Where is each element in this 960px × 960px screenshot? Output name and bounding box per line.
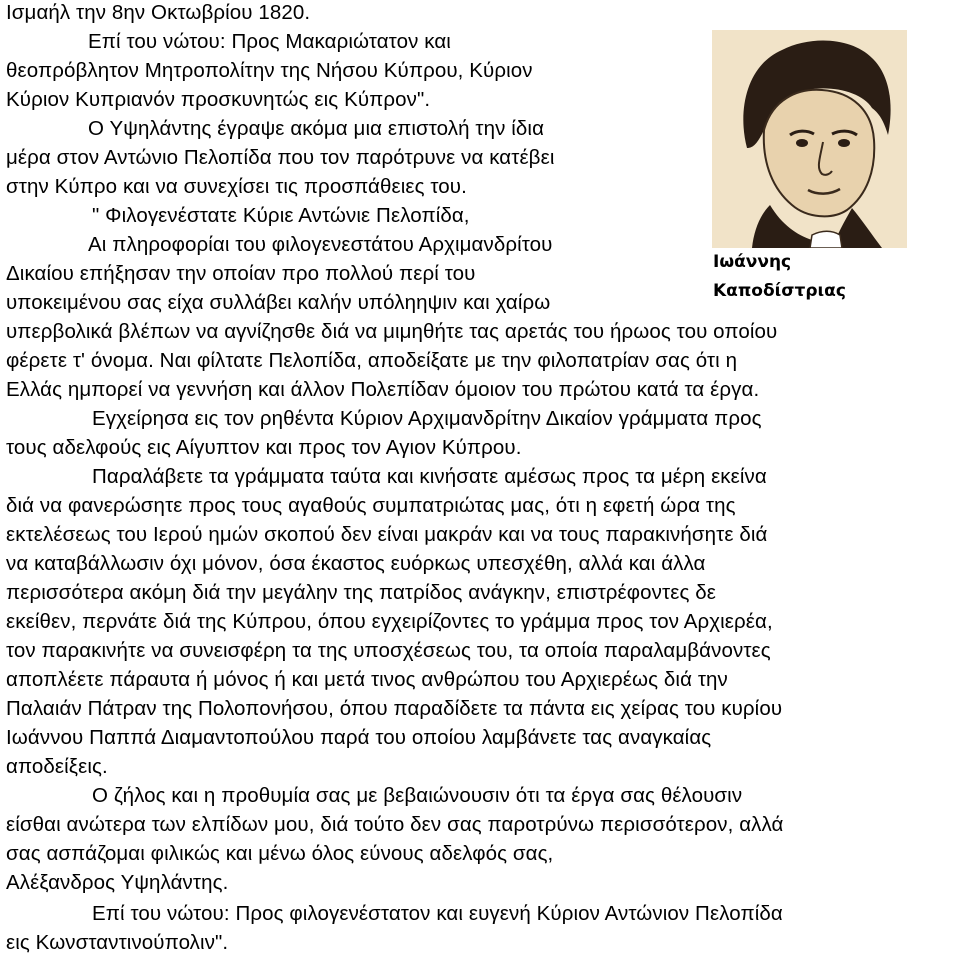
portrait-caption-first-name: Ιωάννης [713, 252, 792, 272]
text-line: τους αδελφούς εις Αίγυπτον και προς τον Αγιον Κύπρου. [6, 436, 522, 459]
text-line: αποδείξεις. [6, 755, 108, 778]
portrait-drawing [712, 30, 907, 248]
text-line: Ο Υψηλάντης έγραψε ακόμα μια επιστολή την ίδια [88, 117, 545, 140]
text-line: αποπλέετε πάραυτα ή μόνος ή και μετά τινος ανθρώπου του Αρχιερέως διά την [6, 668, 728, 691]
text-line: στην Κύπρο και να συνεχίσει τις προσπάθειες του. [6, 175, 467, 198]
text-line: σας ασπάζομαι φιλικώς και μένω όλος εύνους αδελφός σας, [6, 842, 554, 865]
text-line: Ελλάς ημπορεί να γεννήση και άλλον Πολεπίδαν όμοιον του πρώτου κατά τα έργα. [6, 378, 760, 401]
text-line: Αλέξανδρος Υψηλάντης. [6, 871, 229, 894]
text-line: τον παρακινήτε να συνεισφέρη τα της υποσχέσεως του, τα οποία παραλαμβάνοντες [6, 639, 771, 662]
portrait-caption-last-name: Καποδίστριας [713, 281, 846, 301]
text-line: Αι πληροφορίαι του φιλογενεστάτου Αρχιμανδρίτου [88, 233, 553, 256]
text-line: να καταβάλλωσιν όχι μόνον, όσα έκαστος ευόρκως υπεσχέθη, αλλά και άλλα [6, 552, 706, 575]
text-line: εις Κωνσταντινούπολιν". [6, 931, 229, 954]
text-line: εκτελέσεως του Ιερού ημών σκοπού δεν είναι μακράν και να τους παρακινήσητε διά [6, 523, 768, 546]
text-line: Κύριον Κυπριανόν προσκυνητώς εις Κύπρον". [6, 88, 431, 111]
text-line: υπερβολικά βλέπων να αγνίζησθε διά να μιμηθήτε τας αρετάς του ήρωος του οποίου [6, 320, 778, 343]
text-line: Επί του νώτου: Προς Μακαριώτατον και [88, 30, 451, 53]
text-line: περισσότερα ακόμη διά την μεγάλην της πατρίδος ανάγκην, επιστρέφοντες δε [6, 581, 716, 604]
text-line: εκείθεν, περνάτε διά της Κύπρου, όπου εγχειρίζοντες το γράμμα προς τον Αρχιερέα, [6, 610, 773, 633]
text-line: μέρα στον Αντώνιο Πελοπίδα που τον παρότρυνε να κατέβει [6, 146, 555, 169]
portrait-image [712, 30, 907, 248]
text-line: Παραλάβετε τα γράμματα ταύτα και κινήσατε αμέσως προς τα μέρη εκείνα [92, 465, 767, 488]
text-line: Εγχείρησα εις τον ρηθέντα Κύριον Αρχιμανδρίτην Δικαίον γράμματα προς [92, 407, 762, 430]
text-line: θεοπρόβλητον Μητροπολίτην της Νήσου Κύπρου, Κύριον [6, 59, 533, 82]
text-line: φέρετε τ' όνομα. Ναι φίλτατε Πελοπίδα, αποδείξατε με την φιλοπατρίαν σας ότι η [6, 349, 738, 372]
text-line: Ο ζήλος και η προθυμία σας με βεβαιώνουσιν ότι τα έργα σας θέλουσιν [92, 784, 743, 807]
text-line: Ισμαήλ την 8ην Οκτωβρίου 1820. [6, 1, 311, 24]
text-line: διά να φανερώσητε προς τους αγαθούς συμπατριώτας μας, ότι η εφετή ώρα της [6, 494, 736, 517]
text-line: Παλαιάν Πάτραν της Πολοπονήσου, όπου παραδίδετε τα πάντα εις χείρας του κυρίου [6, 697, 783, 720]
text-line: Ιωάννου Παππά Διαμαντοπούλου παρά του οποίου λαμβάνετε τας αναγκαίας [6, 726, 712, 749]
text-line: είσθαι ανώτερα των ελπίδων μου, διά τούτο δεν σας παροτρύνω περισσότερον, αλλά [6, 813, 784, 836]
text-line: υποκειμένου σας είχα συλλάβει καλήν υπόληηψιν και χαίρω [6, 291, 551, 314]
text-line: Επί του νώτου: Προς φιλογενέστατον και ευγενή Κύριον Αντώνιον Πελοπίδα [92, 902, 783, 925]
text-line: " Φιλογενέστατε Κύριε Αντώνιε Πελοπίδα, [92, 204, 470, 227]
text-line: Δικαίου επήξησαν την οποίαν προ πολλού περί του [6, 262, 476, 285]
